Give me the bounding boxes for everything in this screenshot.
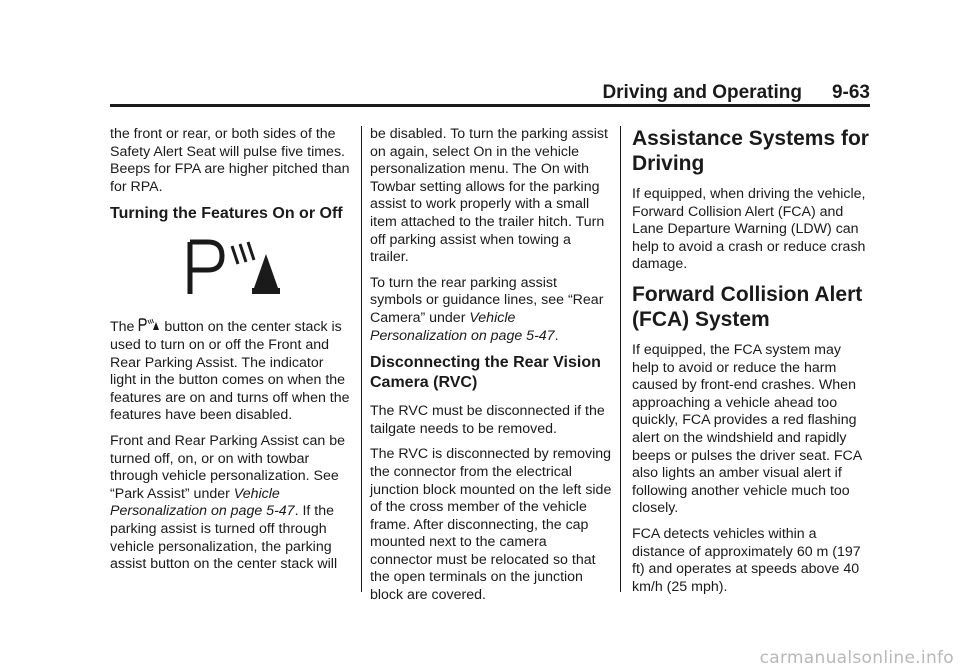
section-heading: Turning the Features On or Off bbox=[110, 205, 343, 223]
text-span: To turn the rear parking assist symbols or guidance lines, see “Rear Camera” under bbox=[370, 274, 604, 326]
column-3 bbox=[632, 126, 870, 604]
page-header bbox=[110, 82, 870, 104]
paragraph: FCA detects vehicles within a distance of approximately 60 m (197 ft) and operates at speeds above 40 km/h (25 mph). bbox=[632, 525, 861, 595]
text-span: Front and Rear Parking Assist can be turned off, on, or on with towbar through vehicle personalization. See “Park Assist” under bbox=[110, 432, 346, 502]
paragraph: If equipped, the FCA system may help to avoid or reduce the harm caused by front-end crashes. When approaching a vehicle ahead too quickly, FCA provides a red flashing alert on the windshield and rapidly beeps or pulses the driver seat. FCA also lights an amber visual alert if following another vehicle much too closely. bbox=[632, 341, 862, 517]
cross-reference: Vehicle Personalization on page 5-47 bbox=[370, 309, 555, 344]
paragraph bbox=[110, 318, 350, 425]
header-rule bbox=[110, 104, 870, 107]
text-span: . bbox=[554, 327, 559, 344]
paragraph: the front or rear, or both sides of the Safety Alert Seat will pulse five times. Beeps for FPA are higher pitched than for RPA. bbox=[110, 126, 350, 195]
section-heading: Disconnecting the Rear Vision Camera (RVC) bbox=[370, 354, 601, 392]
paragraph bbox=[110, 433, 350, 574]
paragraph bbox=[370, 275, 612, 345]
page-number: 9-63 bbox=[831, 82, 870, 103]
cross-reference: Vehicle Personalization on page 5-47 bbox=[110, 485, 295, 520]
watermark: carmanualsonline.info bbox=[759, 648, 954, 668]
parking-assist-icon bbox=[182, 236, 282, 300]
column-divider bbox=[361, 126, 362, 592]
section-title: Driving and Operating bbox=[602, 82, 802, 103]
section-heading: Assistance Systems for Driving bbox=[632, 127, 869, 175]
parking-assist-icon bbox=[138, 318, 160, 332]
text-span: button on the center stack is used to turn on or off the Front and Rear Parking Assist. The indicator light in the button comes on when the features are on and turns off when the features have been disabled. bbox=[110, 319, 350, 424]
paragraph: be disabled. To turn the parking assist on again, select On in the vehicle personalization menu. The On with Towbar setting allows for the parking assist to work properly with a small item attached to the trailer hitch. Turn off parking assist when towing a trailer. bbox=[370, 126, 608, 266]
text-span: . If the parking assist is turned off through vehicle personalization, the parking assist button on the center stack will bbox=[110, 503, 338, 573]
column-divider bbox=[620, 126, 621, 592]
text-span: The bbox=[110, 319, 139, 336]
column-1 bbox=[110, 126, 350, 582]
section-heading: Forward Collision Alert (FCA) System bbox=[632, 282, 863, 331]
paragraph: If equipped, when driving the vehicle, Forward Collision Alert (FCA) and Lane Departure Warning (LDW) can help to avoid a crash or reduce crash damage. bbox=[632, 186, 866, 273]
column-2 bbox=[370, 126, 612, 613]
paragraph: The RVC is disconnected by removing the connector from the electrical junction block mounted on the left side of the cross member of the vehicle frame. After disconnecting, the cap mounted next to the camera connector must be relocated so that the open terminals on the junction block are covered. bbox=[370, 446, 612, 604]
paragraph: The RVC must be disconnected if the tailgate needs to be removed. bbox=[370, 403, 605, 437]
